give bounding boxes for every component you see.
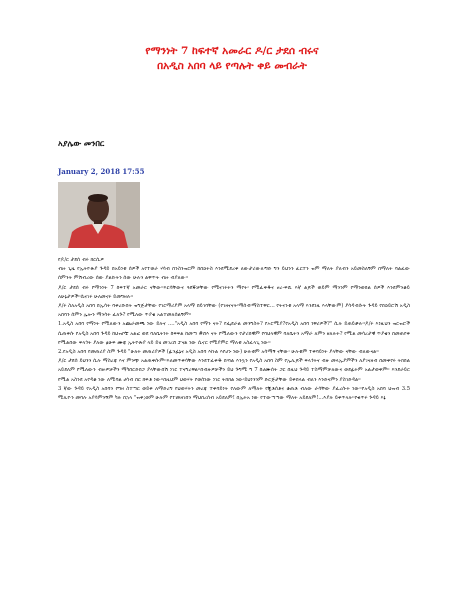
article-paragraph: ዶ/ር ታደሰ ብሩ የማንነት 7 ከፍተኛ አመራር ናቸው፡፡እርሳቸውና ጓደኞቻቸው የሚናገሩትን ማየት፡ የሚፈቅዱና ፀረ-ፍሺ እኛ ልጆች ወይም ማንንም የማንወክል ሰዎች እንደምንቆይ ለሁኔታዎች፡፡ሲናገሩ ሁለመኖሩ ይመግዛሉ፡፡ (58, 284, 410, 300)
article-paragraph: ዶ/ር ታደሰ ይህንን ሲሉ ማስረጃ እና ምንጭ አልጠቀሱም፡፡እለመጥቀሳቸው እንደተፈቀዱ በ፡ባል እንኳን የአዲስ አበባ ስም የኢሊጆች ፍላጎትና ብዙ መላኢያምችን ለያገናዘብ በመቀየሩ ትክክል አይደለም የሚለውን ብዙዎቻችን ማካበርድበጋ ያላቸውበሽ ነገር ተናግረዋል።በብዙዎቻችን ይህ ጉግሚ ግ 7 ከሀሙሰት ጋር በዚህ ጉዳይ ተስማምቻለውና ወደፊትም አልታወቅም። እንደራይር የሚል አስንደ አየዳቆ ነው ለሚባል ሀሳብ በር ክፍቶ ነው፡፡በዚህም ህወሃት የወሰነው ነገር ትክክል ነው፡ይህነንንም ድርጅታቸው ይቀበላል ብለን እንድናምን ያስገድዳል። (58, 358, 410, 383)
article-date: January 2, 2018 17:55 (58, 167, 145, 176)
article-author: አያሌው መንበር (58, 138, 105, 148)
article-title-line-1: የማንነት 7 ከፍተኛ አመራር ዶ/ር ታደሰ ብሩና (145, 45, 319, 57)
author-photo (58, 182, 140, 248)
article-paragraph: 2.የአዲስ አበባ የመጠሪያ ስም ጉዳይ "ሁለት መጠሪያዎች (ፊንፊኔና አዲስ አበባ እኩል እየሆኑ ነው) ሁሉቱም አሳማኝ ናቸው፡ ሁሉቱም ተቀባይነት ያላቸው ናቸው ብለውናል። (58, 349, 379, 356)
article-paragraph: ዶ/ሩ ስለአዲስ አበባ በኢሳት ባቀረቡበት ዝግጅታቸው የገርማሪያም አላማ በይገባቸው (የገዛናናት፡ማሰብ፡ማስተዋር... የትናንቱ አላማ እንደነዚ እላቸውም) ያሳዳብሱት ጉዳይ የበኃይሮሽ አዲስ አበባን ሰምን ሌሎን ማንሳት ፈለጉ? የሚለው ጥያቄ አልተመለሰልኝም። (58, 303, 410, 319)
person-portrait-icon (58, 182, 140, 248)
article-paragraph: 3 ኛው ጉዳይ የአዲስ አበባን የግዛ ስተጣር ወይቅ ለማድረግ የህወሃትን መረጃ ተቀባይነት የለውም ለማለት የጂቶሰቶና ቆጠቶ ብለው ራሳቸው ያፈረሱት ነው፡፡የአዲስ አበባ ህዝብ 3.5 ሚሊዮን መባሉ አያሳምንኝም ካሉ በኋላ "ዝቅ;ወም ሁሉም የተመዘገበን ማህበረሰብ አይደለም! በኢትአ ነው የተውጣጣው ማለት አይደለም!...እያሉ ይቀጥላሉ፡፡የቁጥሩ ጉዳይ እኔ (58, 385, 410, 402)
article-paragraph: 1.አዲስ አበባ የማነት የሚለውን አጨራመጫ ነው ይሉና ...."አዲስ አበባ የማን ናት? የፌደራል መንግስት? የኦሮሚያ?የአዲስ አበባ ነዋሪዎች?" ሲሉ ይጠይቃሉ፡፡ዶ/ሩ እነዚህን ዝርዝሮች ሲጠቅሱ የአዲስ አበባ ጉዳይ ከህዝቦቿ አልፎ ወደ ባለቤትነት ከፍፍል ከመጣ #ሸእ ናት የሚለውን የታሪክዊም የባህላዊም ባለቤትን አማራ ለምን ዘለሉት? የሚል መሳረታዊ ጥያቄን በመጠየቅ የሚልበው ፍላጎት ያለው ፅሁፍ ሙጃ ኢትዮጵያ ላይ ይሄ መገረሸ ፓናል ነው ሲኖር የሚያምር ማለቱ አስፈላጊ ነው። (58, 321, 410, 346)
article-body (58, 256, 410, 403)
article-paragraph: ብዙ ጊዜ የኢትዮጵያ ጉዳይ በአይነቱ ሰዎች አየተወራ ሃሳብ በንስንዝርም ከበኃትስ እንደሚደረቅ ለውታሪውለ፡ግድ ግን ይህንን ፈርተን ዝም ማለት ያለብን አይመስለኝም በማለት ባልፈው ሰምንት ምሽብረው ሰው ያልኩትን ሰው ሁሉን ልዋጥት ብዙ ብያለው፡፡ (58, 266, 410, 282)
article-title (0, 44, 464, 74)
article-title-line-2: በአዲስ አበባ ላይ የጣሉት ቀይ መብራት (157, 60, 307, 72)
article-paragraph: የዶ/ር ታደሰ ብሩ ክርሲዎ (58, 257, 104, 263)
